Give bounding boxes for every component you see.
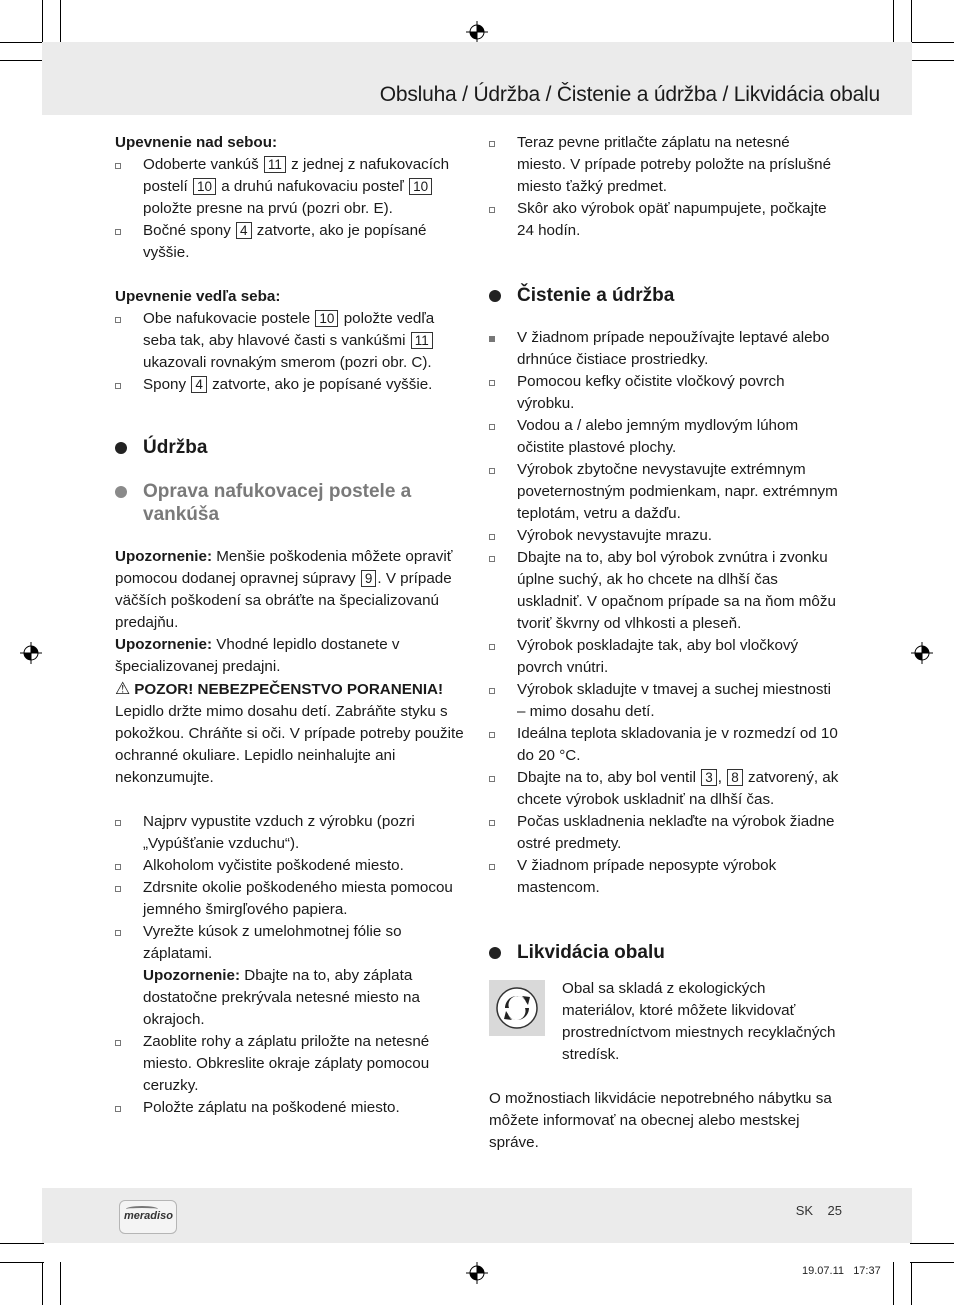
bullet-square-icon [115, 383, 121, 389]
bullet-square-icon [489, 820, 495, 826]
crop-mark [911, 0, 912, 44]
text: Výrobok nevystavujte mrazu. [517, 527, 712, 544]
bullet-square-icon [489, 468, 495, 474]
list-item [489, 767, 839, 811]
brand-name: meradiso [124, 1210, 173, 1222]
right-column [489, 132, 839, 1154]
text: položte vedľa seba tak, aby hlavové časti s vankúšmi [143, 310, 435, 349]
crop-mark [910, 60, 954, 61]
text: Výrobok zbytočne nevystavujte extrémnym poveternostným podmienkam, napr. extrémnym teplotám, vetru a dažďu. [517, 461, 838, 522]
text: zatvorte, ako je popísané vyššie. [212, 376, 433, 393]
bullet-square-icon [115, 886, 121, 892]
subheading-above: Upevnenie nad sebou: [115, 134, 278, 151]
section-heading-repair [115, 480, 445, 526]
bullet-square-icon [115, 820, 121, 826]
text: V žiadnom prípade nepoužívajte leptavé alebo drhnúce čistiace prostriedky. [517, 329, 830, 368]
text: ukazovali rovnakým smerom (pozri obr. C). [143, 354, 432, 371]
part-number: 10 [315, 310, 338, 327]
list-item [489, 635, 839, 679]
list-item [115, 1031, 465, 1097]
bullet-square-icon [115, 864, 121, 870]
section-heading-cleaning [489, 284, 839, 307]
list-item [115, 374, 465, 396]
crop-mark [42, 1262, 43, 1305]
print-time: 17:37 [853, 1265, 881, 1277]
part-number: 11 [264, 156, 286, 173]
disposal-text: Obal sa skladá z ekologických materiálov, ktoré môžete likvidovať prostredníctvom miestnych recyklačných stredísk. [562, 980, 836, 1063]
text: Výrobok poskladajte tak, aby bol vločkový povrch vnútri. [517, 637, 799, 676]
registration-mark-icon [466, 1262, 488, 1284]
text: Položte záplatu na poškodené miesto. [143, 1099, 400, 1116]
section-heading-disposal [489, 941, 839, 964]
registration-mark-icon [466, 21, 488, 43]
page-title: Obsluha / Údržba / Čistenie a údržba / Likvidácia obalu [379, 83, 880, 106]
note-paragraph [115, 634, 465, 678]
bullet-square-icon [489, 732, 495, 738]
part-number: 4 [236, 222, 252, 239]
text: , [717, 769, 722, 786]
text: zatvorený, ak chcete výrobok uskladniť na dlhší čas. [517, 769, 839, 808]
text: V žiadnom prípade neposypte výrobok mastencom. [517, 857, 777, 896]
text: Lepidlo držte mimo dosahu detí. Zabráňte styku s pokožkou. Chráňte si oči. V prípade potreby použite ochranné okuliare. Lepidlo neinhalujte ani nekonzumujte. [115, 703, 464, 786]
list-item [489, 198, 839, 242]
bullet-square-icon [489, 207, 495, 213]
text: Odoberte vankúš [143, 156, 259, 173]
list-item [115, 220, 465, 264]
text: Vhodné lepidlo dostanete v špecializovanej predajni. [115, 636, 400, 675]
list-item [115, 308, 465, 374]
registration-mark-icon [20, 642, 42, 664]
text: Bočné spony [143, 222, 231, 239]
list-item [489, 855, 839, 899]
crop-mark [60, 1262, 61, 1305]
crop-mark [0, 1262, 44, 1263]
left-column [115, 132, 465, 1119]
text: . V prípade väčších poškodení sa obráťte na špecializovanú predajňu. [115, 570, 452, 631]
page-num: 25 [827, 1203, 842, 1218]
brand-logo [119, 1200, 177, 1234]
crop-mark [0, 1243, 44, 1244]
crop-mark [910, 1262, 954, 1263]
bullet-dot-icon [115, 486, 127, 498]
text: položte presne na prvú (pozri obr. E). [143, 200, 393, 217]
crop-mark [911, 1262, 912, 1305]
warning-triangle-icon: ⚠ [115, 679, 131, 698]
note-label: Upozornenie: [115, 636, 213, 653]
note-paragraph [115, 546, 465, 634]
language-code: SK [795, 1203, 814, 1218]
text: a druhú nafukovaciu posteľ [221, 178, 404, 195]
text: Vodou a / alebo jemným mydlovým lúhom očistite plastové plochy. [517, 417, 799, 456]
crop-mark [910, 42, 954, 43]
list-item [489, 327, 839, 371]
heading-text: Čistenie a údržba [517, 285, 675, 306]
text: Ideálna teplota skladovania je v rozmedzí od 10 do 20 °C. [517, 725, 838, 764]
text: Pomocou kefky očistite vločkový povrch výrobku. [517, 373, 785, 412]
text: z jednej z nafukovacích postelí [143, 156, 450, 195]
text: Skôr ako výrobok opäť napumpujete, počkajte 24 hodín. [517, 200, 827, 239]
text: Vyrežte kúsok z umelohmotnej fólie so záplatami. [143, 923, 402, 962]
heading-text: Údržba [143, 437, 208, 458]
list-item [489, 132, 839, 198]
crop-mark [42, 0, 43, 44]
bullet-square-icon [489, 688, 495, 694]
part-number: 10 [409, 178, 432, 195]
crop-mark [893, 0, 894, 44]
bullet-square-icon [115, 1040, 121, 1046]
text: Alkoholom vyčistite poškodené miesto. [143, 857, 404, 874]
print-date: 19.07.11 [802, 1265, 845, 1277]
part-number: 3 [701, 769, 717, 786]
note-label: Upozornenie: [143, 967, 241, 984]
step-note [143, 965, 465, 1031]
list-item [115, 154, 465, 220]
bullet-square-icon [115, 229, 121, 235]
list-item [489, 547, 839, 635]
note-label: Upozornenie: [115, 548, 213, 565]
bullet-square-icon [489, 424, 495, 430]
page-number [796, 1203, 842, 1218]
bullet-square-icon [489, 380, 495, 386]
danger-warning [115, 678, 465, 789]
heading-text: Likvidácia obalu [517, 942, 665, 963]
disposal-block [489, 978, 839, 1066]
bullet-square-icon [115, 163, 121, 169]
print-info [802, 1265, 881, 1277]
bullet-dot-icon [115, 442, 127, 454]
bullet-square-icon [489, 141, 495, 147]
text: zatvorte, ako je popísané vyššie. [143, 222, 427, 261]
bullet-square-icon [489, 776, 495, 782]
text: Obe nafukovacie postele [143, 310, 311, 327]
part-number: 4 [191, 376, 207, 393]
bullet-square-filled-icon [489, 336, 495, 342]
list-item [489, 371, 839, 415]
heading-text: Oprava nafukovacej postele a vankúša [143, 481, 412, 525]
crop-mark [893, 1262, 894, 1305]
green-dot-recycling-icon [489, 980, 545, 1036]
bullet-dot-icon [489, 290, 501, 302]
bullet-square-icon [489, 644, 495, 650]
list-item [115, 1097, 465, 1119]
part-number: 8 [727, 769, 743, 786]
list-item [489, 459, 839, 525]
list-item [115, 855, 465, 877]
subheading-beside: Upevnenie vedľa seba: [115, 288, 281, 305]
list-item [489, 679, 839, 723]
part-number: 11 [411, 332, 433, 349]
part-number: 9 [361, 570, 377, 587]
crop-mark [60, 0, 61, 44]
bullet-square-icon [489, 556, 495, 562]
bullet-dot-icon [489, 947, 501, 959]
list-item [115, 921, 465, 1031]
text: Teraz pevne pritlačte záplatu na netesné miesto. V prípade potreby položte na príslušné miesto ťažký predmet. [517, 134, 832, 195]
list-item [489, 811, 839, 855]
part-number: 10 [193, 178, 216, 195]
section-heading-maintenance [115, 436, 465, 459]
crop-mark [0, 42, 44, 43]
registration-mark-icon [911, 642, 933, 664]
crop-mark [0, 60, 44, 61]
text: Dbajte na to, aby bol ventil [517, 769, 696, 786]
text: Dbajte na to, aby záplata dostatočne prekrývala netesné miesto na okrajoch. [143, 967, 420, 1028]
list-item [115, 877, 465, 921]
bullet-square-icon [115, 317, 121, 323]
bullet-square-icon [115, 930, 121, 936]
disposal-more: O možnostiach likvidácie nepotrebného nábytku sa môžete informovať na obecnej alebo mestskej správe. [489, 1090, 832, 1151]
bullet-square-icon [489, 534, 495, 540]
list-item [489, 415, 839, 459]
list-item [115, 811, 465, 855]
text: Spony [143, 376, 187, 393]
text: Dbajte na to, aby bol výrobok zvnútra i zvonku úplne suchý, ak ho chcete na dlhší čas uskladniť. V opačnom prípade sa na ňom môžu tvoriť škvrny od vlhkosti a pleseň. [517, 549, 836, 632]
text: Najprv vypustite vzduch z výrobku (pozri „Vypúšťanie vzduchu“). [143, 813, 415, 852]
text: Zaoblite rohy a záplatu priložte na netesné miesto. Obkreslite okraje záplaty pomocou ceruzky. [143, 1033, 430, 1094]
text: Počas uskladnenia neklaďte na výrobok žiadne ostré predmety. [517, 813, 835, 852]
bullet-square-icon [115, 1106, 121, 1112]
danger-label: POZOR! NEBEZPEČENSTVO PORANENIA! [134, 681, 444, 698]
list-item [489, 723, 839, 767]
bullet-square-icon [489, 864, 495, 870]
text: Zdrsnite okolie poškodeného miesta pomocou jemného šmirgľového papiera. [143, 879, 453, 918]
text: Menšie poškodenia môžete opraviť pomocou dodanej opravnej súpravy [115, 548, 453, 587]
text: Výrobok skladujte v tmavej a suchej miestnosti – mimo dosahu detí. [517, 681, 832, 720]
list-item [489, 525, 839, 547]
crop-mark [910, 1243, 954, 1244]
